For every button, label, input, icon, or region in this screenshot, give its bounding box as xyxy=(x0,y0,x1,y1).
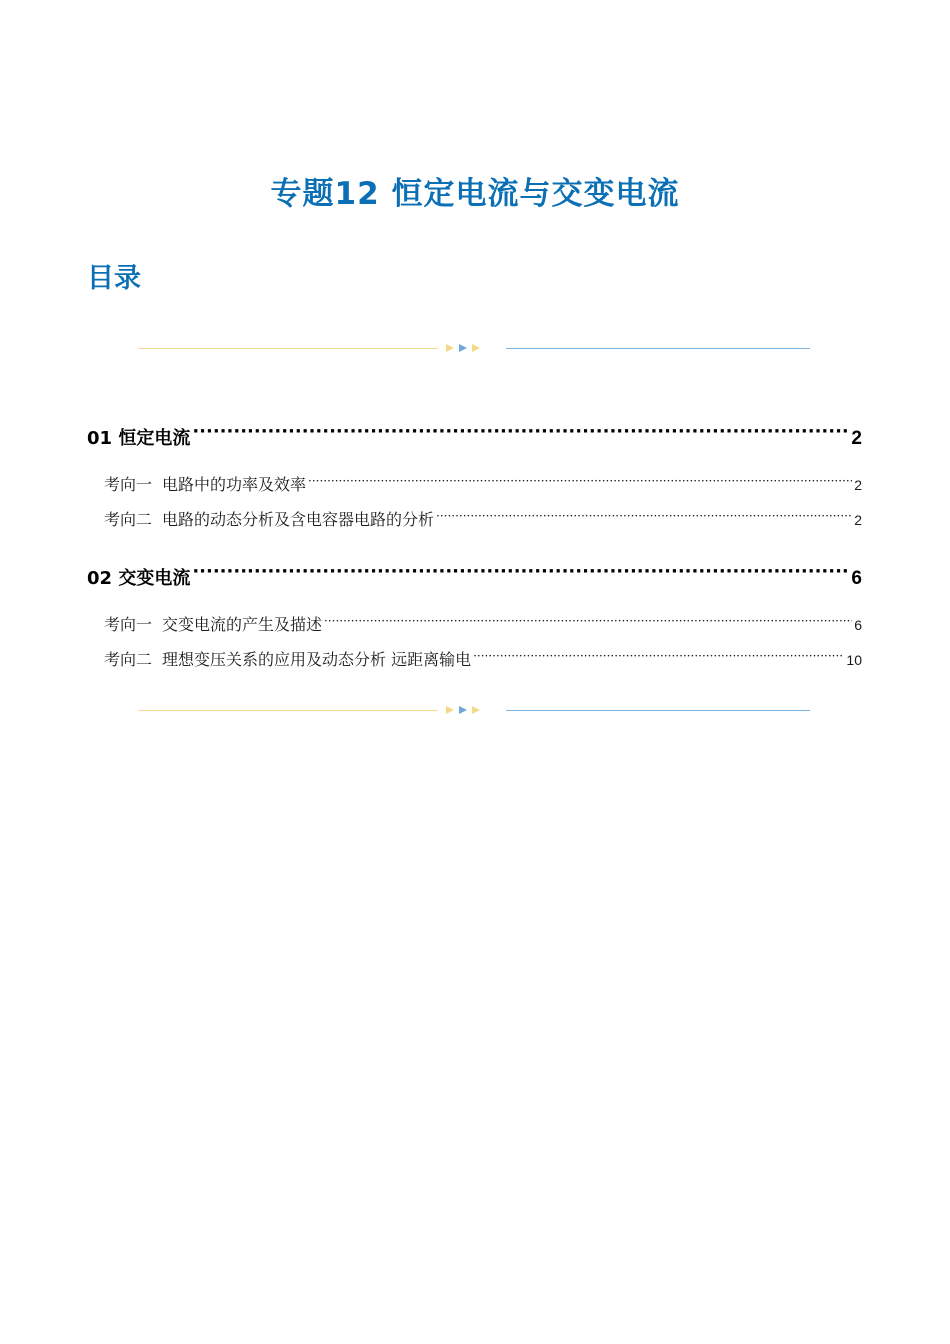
document-title: 专题12 恒定电流与交变电流 xyxy=(270,176,680,212)
toc-leader-dots xyxy=(192,566,849,584)
toc-page-number: 2 xyxy=(854,477,862,493)
bottom-divider xyxy=(138,704,810,716)
toc-page-number: 6 xyxy=(851,568,862,589)
toc-item-prefix: 考向二 xyxy=(104,650,153,669)
toc-leader-dots xyxy=(436,509,852,525)
toc-page-number: 6 xyxy=(854,617,862,633)
divider-line-right xyxy=(506,710,810,711)
toc-page-number: 2 xyxy=(854,512,862,528)
toc-item-prefix: 考向一 xyxy=(104,475,153,494)
toc-section-1[interactable] xyxy=(87,424,862,450)
toc-item[interactable] xyxy=(104,507,862,530)
triangle-arrow-icon xyxy=(446,344,454,352)
triangle-arrow-icon xyxy=(459,344,467,352)
toc-page-number: 10 xyxy=(846,652,862,668)
toc-section-label: 02 交变电流 xyxy=(87,568,191,589)
toc-leader-dots xyxy=(308,474,852,490)
triangle-arrow-icon xyxy=(472,706,480,714)
toc-heading: 目录 xyxy=(87,263,141,294)
toc-leader-dots xyxy=(324,614,852,630)
divider-line-right xyxy=(506,348,810,349)
toc-leader-dots xyxy=(473,649,844,665)
toc-item-label: 理想变压关系的应用及动态分析 远距离输电 xyxy=(162,650,472,669)
toc-item[interactable] xyxy=(104,612,862,635)
toc-leader-dots xyxy=(192,426,849,444)
divider-arrows xyxy=(446,704,486,716)
toc-item-prefix: 考向二 xyxy=(104,510,153,529)
toc-item[interactable] xyxy=(104,647,862,670)
toc-item[interactable] xyxy=(104,472,862,495)
toc-item-label: 电路的动态分析及含电容器电路的分析 xyxy=(162,510,435,529)
toc-item-label: 电路中的功率及效率 xyxy=(162,475,307,494)
divider-line-left xyxy=(138,710,438,711)
toc-item-prefix: 考向一 xyxy=(104,615,153,634)
toc-page-number: 2 xyxy=(851,428,862,449)
toc-item-label: 交变电流的产生及描述 xyxy=(162,615,323,634)
divider-line-left xyxy=(138,348,438,349)
triangle-arrow-icon xyxy=(459,706,467,714)
toc-section-2[interactable] xyxy=(87,564,862,590)
triangle-arrow-icon xyxy=(446,706,454,714)
toc-section-label: 01 恒定电流 xyxy=(87,428,191,449)
divider-arrows xyxy=(446,342,486,354)
triangle-arrow-icon xyxy=(472,344,480,352)
top-divider xyxy=(138,342,810,354)
